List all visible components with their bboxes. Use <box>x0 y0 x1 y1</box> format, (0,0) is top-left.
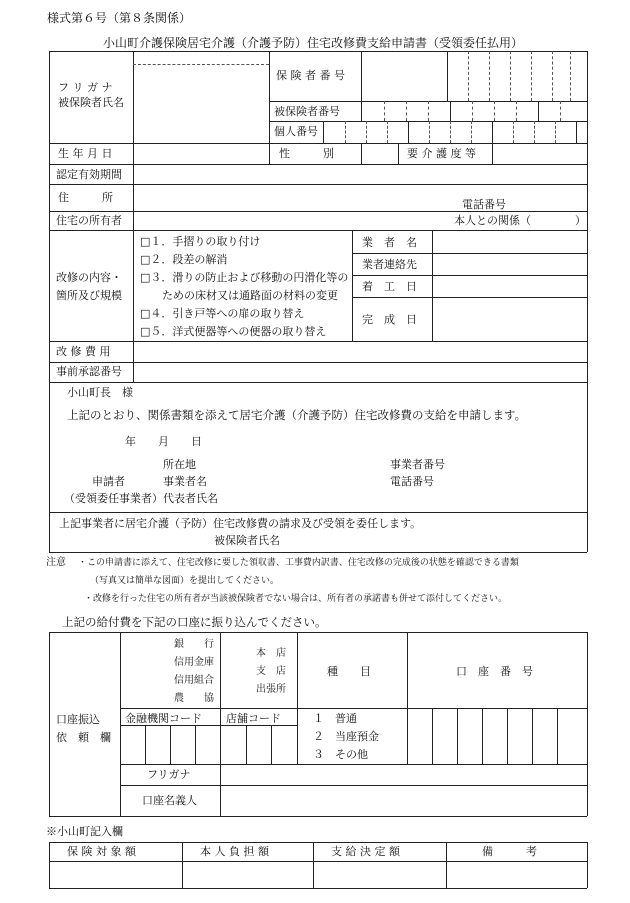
bank-type-1: 銀 行 <box>174 639 214 650</box>
form-title: 小山町介護保険居宅介護（介護予防）住宅改修費支給申請書（受領委任払用） <box>103 36 524 50</box>
application-date: 年 月 日 <box>125 435 202 448</box>
account-type-3: ３ その他 <box>313 748 368 761</box>
renovation-scope-label: 箇所及び規模 <box>56 289 122 302</box>
addressee: 小山町長 様 <box>67 386 133 399</box>
town-section-title: ※小山町記入欄 <box>46 825 123 838</box>
phone-label: 電話番号 <box>462 198 506 211</box>
account-holder-label: 口座名義人 <box>142 794 197 807</box>
renovation-item-4: □４．引き戸等への扉の取り替え <box>140 307 305 320</box>
renovation-item-3-cont: ための床材又は通路面の材料の変更 <box>162 289 338 302</box>
contractor-name-label: 業 者 名 <box>362 236 417 249</box>
business-name-label: 事業者名 <box>163 475 207 488</box>
insured-name-label: 被保険者氏名 <box>58 96 124 109</box>
account-type-2: ２ 当座預金 <box>313 730 379 743</box>
care-level-label: 要 介 護 度 等 <box>407 147 476 160</box>
bank-type-3: 信用組合 <box>174 675 214 686</box>
self-pay-header: 本 人 負 担 額 <box>200 845 269 858</box>
bank-type-4: 農 協 <box>174 693 214 704</box>
application-statement: 上記のとおり、関係書類を添えて居宅介護（介護予防）住宅改修費の支給を申請します。 <box>67 408 527 422</box>
renovation-content-label: 改修の内容・ <box>56 271 122 284</box>
personal-number-label: 個人番号 <box>274 125 318 138</box>
address-label: 住 所 <box>58 191 113 204</box>
renovation-item-1: □１．手摺りの取り付け <box>140 235 261 248</box>
house-owner-label: 住宅の所有者 <box>56 214 122 227</box>
insured-signature-label: 被保険者氏名 <box>214 534 280 547</box>
account-type-label: 種 目 <box>327 665 371 678</box>
relation-label: 本人との関係（ ） <box>454 214 586 227</box>
start-date-label: 着 工 日 <box>362 280 417 293</box>
business-number-label: 事業者番号 <box>390 458 445 471</box>
furigana-label: フ リ ガ ナ <box>58 81 113 94</box>
business-phone-label: 電話番号 <box>390 475 434 488</box>
bank-intro: 上記の給付費を下記の口座に振り込んでください。 <box>62 615 327 629</box>
completion-date-label: 完 成 日 <box>362 313 417 326</box>
payment-decision-header: 支 給 決 定 額 <box>331 845 400 858</box>
form-number: 様式第６号（第８条関係） <box>47 11 192 25</box>
branch-type-2: 支 店 <box>256 666 286 677</box>
applicant-label: 申請者 <box>92 475 125 488</box>
renovation-item-2: □２．段差の解消 <box>140 253 228 266</box>
transfer-label: 口座振込 <box>56 713 100 726</box>
request-label: 依 頼 欄 <box>56 731 111 744</box>
insured-number-label: 被保険者番号 <box>274 105 340 118</box>
bank-type-2: 信用金庫 <box>174 657 214 668</box>
location-label: 所在地 <box>163 458 196 471</box>
branch-type-3: 出張所 <box>256 684 286 695</box>
branch-code-label: 店舗コード <box>226 712 281 725</box>
holder-furigana-label: フリガナ <box>147 768 191 781</box>
certification-period-label: 認定有効期間 <box>56 168 122 181</box>
note-1: ・この申請書に添えて、住宅改修に要した領収書、工事費内訳書、住宅改修の完成後の状態を確認できる書類 <box>78 558 519 568</box>
renovation-item-5: □５．洋式便器等への便器の取り替え <box>140 325 327 338</box>
renovation-cost-label: 改 修 費 用 <box>56 345 111 358</box>
account-number-label: 口 座 番 号 <box>456 665 533 678</box>
branch-type-1: 本 店 <box>256 648 286 659</box>
notes-prefix: 注意 <box>46 557 66 568</box>
note-1-cont: （写真又は簡単な図面）を提出してください。 <box>90 576 280 586</box>
insured-amount-header: 保 険 対 象 額 <box>67 845 136 858</box>
contractor-contact-label: 業者連絡先 <box>362 258 417 271</box>
delegation-statement: 上記事業者に居宅介護（予防）住宅改修費の請求及び受領を委任します。 <box>59 517 422 530</box>
sex-label: 性 別 <box>279 147 334 160</box>
prior-approval-label: 事前承認番号 <box>56 365 122 378</box>
representative-label: （受領委任事業者）代表者氏名 <box>64 492 218 505</box>
note-2: ・改修を行った住宅の所有者が当該被保険者でない場合は、所有者の承諾書も併せて添付してください。 <box>84 594 508 604</box>
renovation-item-3: □３．滑りの防止および移動の円滑化等の <box>140 271 349 284</box>
birth-date-label: 生 年 月 日 <box>58 147 113 160</box>
remarks-header: 備 考 <box>482 845 537 858</box>
account-type-1: １ 普通 <box>313 712 357 725</box>
institution-code-label: 金融機関コード <box>125 712 202 725</box>
insurer-number-label: 保 険 者 番 号 <box>276 69 345 82</box>
